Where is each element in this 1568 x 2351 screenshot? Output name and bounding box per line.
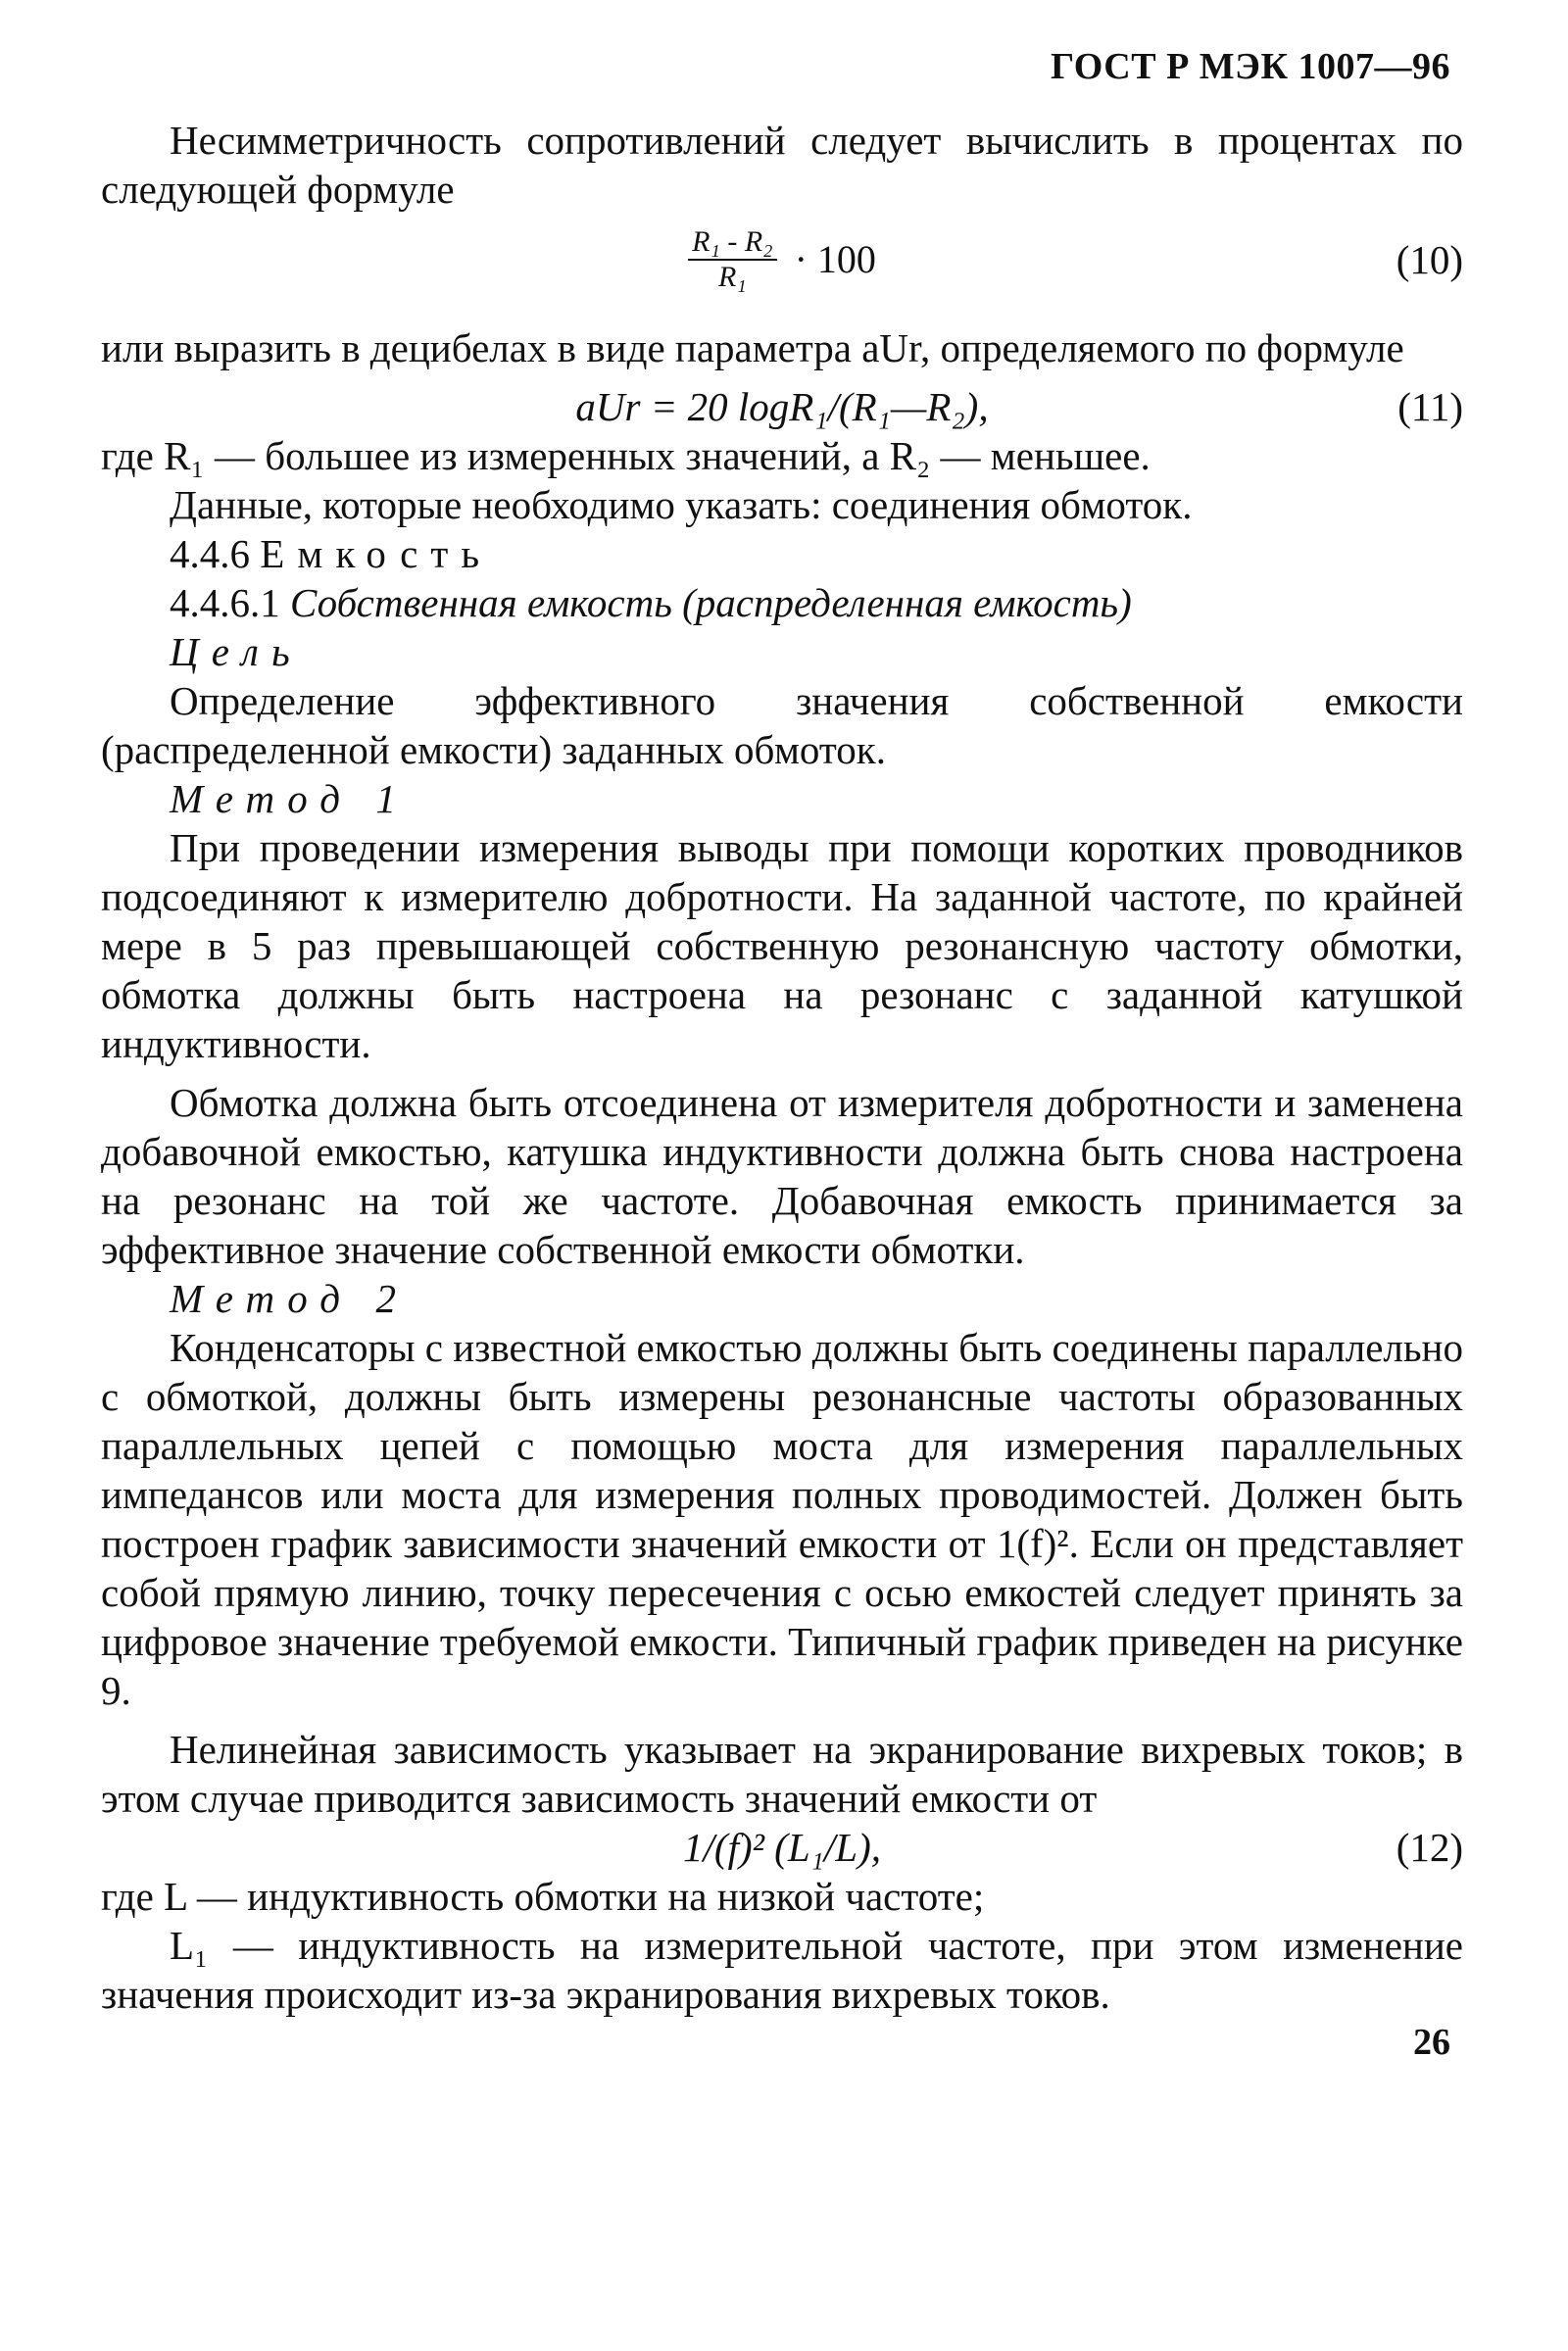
formula-11 [101, 382, 1463, 431]
formula-11-number: (11) [1397, 384, 1463, 429]
method-1-paragraph-1: При проведении измерения выводы при помощи коротких проводников подсоединяют к измерителю добротности. На заданной частоте, по крайней мере в 5 раз превышающей собственную резонансную частоту обмотки, обмотка должны быть настроена на резонанс с заданной катушкой индуктивности. [101, 825, 1463, 1066]
method-2-paragraph-2: Нелинейная зависимость указывает на экранирование вихревых токов; в этом случае приводится зависимость значений емкости от [101, 1727, 1463, 1821]
standard-code: ГОСТ Р МЭК 1007—96 [1051, 46, 1450, 87]
paragraph-data-to-specify: Данные, которые необходимо указать: соединения обмоток. [170, 482, 1193, 527]
formula-12 [101, 1823, 1463, 1872]
subsection-number: 4.4.6.1 [170, 580, 280, 625]
paragraph-l-definition: где L — индуктивность обмотки на низкой частоте; [101, 1874, 985, 1919]
document-body [101, 116, 1463, 2019]
section-heading [101, 529, 1463, 578]
formula-10 [101, 225, 1463, 314]
formula-10-numerator: R₁ - R₂ [688, 225, 777, 261]
method-2-label: Метод 2 [170, 1276, 410, 1321]
method-2-paragraph-1: Конденсаторы с известной емкостью должны быть соединены параллельно с обмоткой, должны быть измерены резонансные частоты образованных параллельных цепей с помощью моста для измерения параллельных импедансов или моста для измерения полных проводимостей. Должен быть построен график зависимости значений емкости от 1(f)². Если он представляет собой прямую линию, точку пересечения с осью емкостей следует принять за цифровое значение требуемой емкости. Типичный график приведен на рисунке 9. [101, 1325, 1463, 1713]
paragraph-asymmetry: Несимметричность сопротивлений следует вычислить в процентах по следующей формуле [101, 118, 1463, 212]
formula-12-expression: 1/(f)² (L₁/L), [683, 1825, 881, 1870]
goal-text: Определение эффективного значения собственной емкости (распределенной емкости) заданных обмоток. [101, 678, 1463, 772]
method-1-paragraph-2: Обмотка должна быть отсоединена от измерителя добротности и заменена добавочной емкостью, катушка индуктивности должна быть снова настроена на резонанс на той же частоте. Добавочная емкость принимается за эффективное значение собственной емкости обмотки. [101, 1080, 1463, 1272]
formula-11-expression: aUr = 20 logR₁/(R₁—R₂), [575, 384, 989, 429]
paragraph-l1-definition: L₁ — индуктивность на измерительной частоте, при этом изменение значения происходит из-за экранирования вихревых токов. [101, 1923, 1463, 2017]
paragraph-decibels: или выразить в децибелах в виде параметра aUr, определяемого по формуле [101, 325, 1404, 370]
section-title: Емкость [260, 531, 493, 576]
formula-12-number: (12) [1396, 1825, 1463, 1870]
section-number: 4.4.6 [170, 531, 250, 576]
page-number: 26 [1413, 2022, 1450, 2063]
formula-10-fraction [688, 225, 777, 294]
formula-10-multiplier: · 100 [794, 237, 876, 281]
subsection-title: Собственная емкость (распределенная емкость) [290, 580, 1132, 625]
formula-10-denominator: R₁ [717, 261, 747, 293]
method-1-label: Метод 1 [170, 776, 410, 821]
subsection-heading [101, 578, 1463, 627]
goal-label: Цель [170, 629, 303, 674]
paragraph-r-definition: где R₁ — большее из измеренных значений, а R₂ — меньшее. [101, 433, 1151, 478]
formula-10-number: (10) [1396, 237, 1463, 282]
